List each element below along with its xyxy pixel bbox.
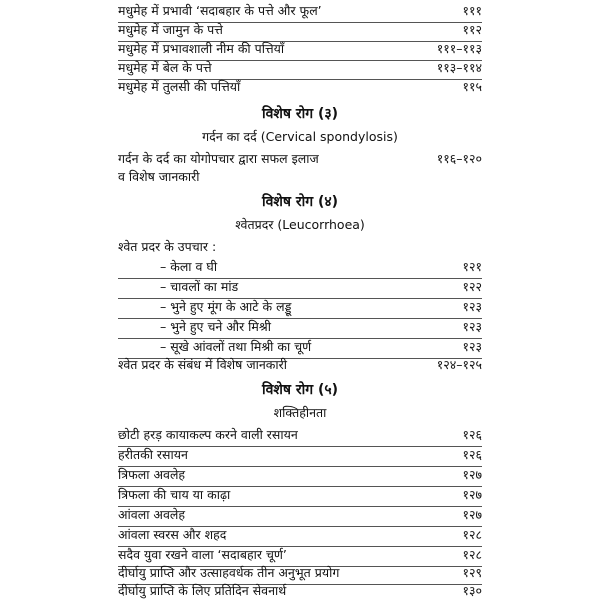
section-subheading: श्वेतप्रदर (Leucorrhoea)	[235, 217, 365, 232]
toc-entry-continuation	[0, 168, 600, 186]
toc-entry-title: मधुमेह में बेल के पत्ते	[118, 60, 212, 75]
section-heading: विशेष रोग (४)	[261, 194, 339, 210]
toc-entry	[0, 59, 600, 77]
toc-entry-title: – सूखे आंवलों तथा मिश्री का चूर्ण	[160, 339, 312, 354]
toc-entry-title: गर्दन के दर्द का योगोपचार द्वारा सफल इलाज	[118, 151, 319, 166]
toc-entry-title: – भुने हुए मूंग के आटे के लड्डू	[160, 299, 292, 314]
toc-entry-page: १२३	[462, 299, 482, 314]
toc-entry-title: आंवला अवलेह	[118, 507, 186, 522]
toc-entry-page: १२३	[462, 339, 482, 354]
toc-entry-title: मधुमेह में प्रभावशाली नीम की पत्तियाँ	[118, 41, 285, 56]
toc-entry-title: सदैव युवा रखने वाला ‘सदाबहार चूर्ण’	[118, 547, 287, 562]
toc-entry-title: व विशेष जानकारी	[118, 169, 200, 184]
toc-entry-title: हरीतकी रसायन	[118, 447, 188, 462]
toc-entry	[0, 21, 600, 39]
toc-entry	[0, 466, 600, 484]
toc-intro-text: श्वेत प्रदर के उपचार :	[118, 239, 217, 254]
toc-entry-title: – केला व घी	[160, 259, 218, 274]
toc-entry	[0, 506, 600, 524]
toc-entry-page: ११३–११४	[436, 60, 482, 75]
toc-entry-page: १२१	[462, 259, 482, 274]
toc-entry-page: १२८	[462, 527, 482, 542]
toc-entry	[0, 2, 600, 20]
toc-entry-page: १२९	[462, 565, 482, 580]
section-heading: विशेष रोग (५)	[261, 382, 339, 398]
toc-subentry	[0, 258, 600, 276]
toc-entry	[0, 356, 600, 374]
toc-entry	[0, 582, 600, 600]
toc-subentry	[0, 278, 600, 296]
toc-entry-page: १२६	[462, 427, 482, 442]
toc-entry	[0, 446, 600, 464]
toc-intro	[0, 238, 600, 256]
toc-entry-page: १२७	[462, 467, 482, 482]
toc-entry	[0, 546, 600, 564]
toc-entry-title: दीर्घायु प्राप्ति और उत्साहवर्धक तीन अनुभूत प्रयोग	[118, 565, 340, 580]
toc-entry-page: १११–११३	[436, 41, 482, 56]
toc-entry-page: १२६	[462, 447, 482, 462]
toc-entry-title: आंवला स्वरस और शहद	[118, 527, 227, 542]
toc-entry-title: मधुमेह में तुलसी की पत्तियाँ	[118, 79, 241, 94]
toc-entry-title: मधुमेह में जामुन के पत्ते	[118, 22, 223, 37]
toc-entry-page: १२४–१२५	[436, 357, 482, 372]
toc-entry-page: १३०	[462, 583, 482, 598]
toc-entry	[0, 78, 600, 96]
toc-entry-page: १२७	[462, 487, 482, 502]
toc-entry-page: १२२	[462, 279, 482, 294]
toc-entry-title: – भुने हुए चने और मिश्री	[160, 319, 271, 334]
toc-entry-page: १२८	[462, 547, 482, 562]
toc-entry	[0, 486, 600, 504]
toc-entry	[0, 564, 600, 582]
section-heading: विशेष रोग (३)	[261, 106, 339, 122]
toc-subentry	[0, 338, 600, 356]
section-subheading: गर्दन का दर्द (Cervical spondylosis)	[202, 129, 398, 144]
toc-entry-title: दीर्घायु प्राप्ति के लिए प्रतिदिन सेवनार्थ	[118, 583, 287, 598]
toc-entry-page: १२३	[462, 319, 482, 334]
toc-entry-page: ११२	[462, 22, 482, 37]
toc-subentry	[0, 318, 600, 336]
section-subheading: शक्तिहीनता	[273, 405, 327, 420]
toc-entry-title: त्रिफला की चाय या काढ़ा	[118, 487, 231, 502]
toc-entry-page: १२७	[462, 507, 482, 522]
toc-entry	[0, 526, 600, 544]
toc-entry	[0, 150, 600, 168]
toc-entry-page: ११६–१२०	[436, 151, 482, 166]
toc-entry	[0, 426, 600, 444]
toc-entry-title: त्रिफला अवलेह	[118, 467, 186, 482]
toc-subentry	[0, 298, 600, 316]
toc-entry-title: – चावलों का मांड	[160, 279, 239, 294]
toc-entry-title: छोटी हरड़ कायाकल्प करने वाली रसायन	[118, 427, 298, 442]
toc-entry-title: श्वेत प्रदर के संबंध में विशेष जानकारी	[118, 357, 287, 372]
toc-entry	[0, 40, 600, 58]
toc-entry-page: १११	[462, 3, 482, 18]
toc-entry-title: मधुमेह में प्रभावी ‘सदाबहार के पत्ते और फूल’	[118, 3, 322, 18]
toc-entry-page: ११५	[462, 79, 482, 94]
